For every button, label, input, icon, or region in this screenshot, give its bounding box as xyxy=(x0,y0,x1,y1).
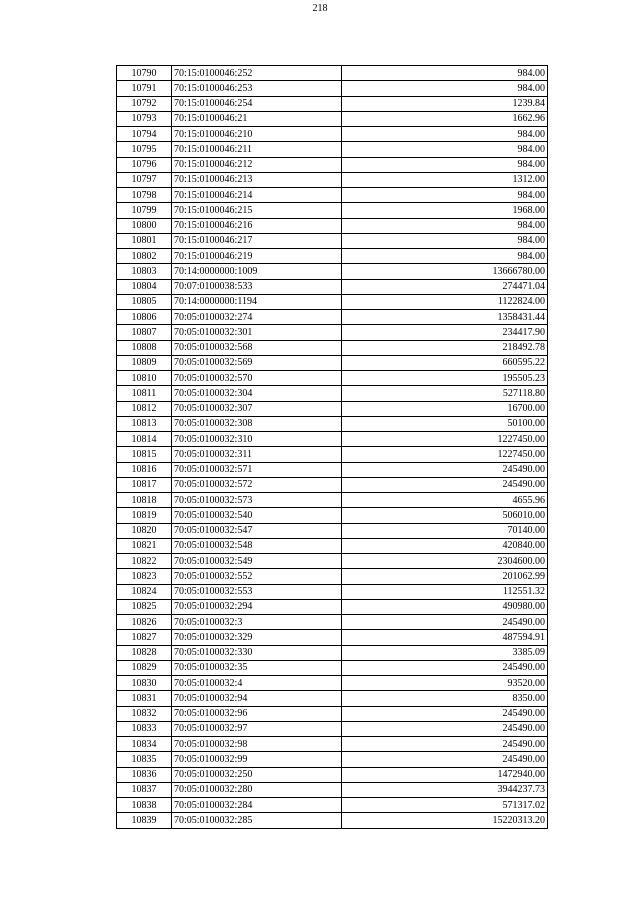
value-cell: 245490.00 xyxy=(342,477,548,492)
value-cell: 1312.00 xyxy=(342,172,548,187)
row-number: 10791 xyxy=(117,81,172,96)
table-row xyxy=(117,737,548,752)
table-row xyxy=(117,310,548,325)
value-cell: 984.00 xyxy=(342,66,548,81)
table-row xyxy=(117,782,548,797)
row-number: 10814 xyxy=(117,432,172,447)
value-cell: 245490.00 xyxy=(342,706,548,721)
value-cell: 4655.96 xyxy=(342,493,548,508)
registry-table xyxy=(116,65,548,829)
cadastral-number: 70:05:0100032:568 xyxy=(172,340,342,355)
row-number: 10815 xyxy=(117,447,172,462)
table-row xyxy=(117,721,548,736)
table-row xyxy=(117,630,548,645)
cadastral-number: 70:05:0100032:96 xyxy=(172,706,342,721)
cadastral-number: 70:05:0100032:307 xyxy=(172,401,342,416)
cadastral-number: 70:05:0100032:4 xyxy=(172,676,342,691)
row-number: 10790 xyxy=(117,66,172,81)
row-number: 10794 xyxy=(117,127,172,142)
row-number: 10806 xyxy=(117,310,172,325)
value-cell: 1472940.00 xyxy=(342,767,548,782)
row-number: 10836 xyxy=(117,767,172,782)
row-number: 10821 xyxy=(117,538,172,553)
table-row xyxy=(117,477,548,492)
cadastral-number: 70:15:0100046:214 xyxy=(172,188,342,203)
table-row xyxy=(117,432,548,447)
table-row xyxy=(117,401,548,416)
row-number: 10809 xyxy=(117,355,172,370)
table-row xyxy=(117,371,548,386)
table-row xyxy=(117,813,548,828)
value-cell: 245490.00 xyxy=(342,721,548,736)
row-number: 10805 xyxy=(117,294,172,309)
table-row xyxy=(117,645,548,660)
value-cell: 3385.09 xyxy=(342,645,548,660)
cadastral-number: 70:05:0100032:552 xyxy=(172,569,342,584)
table-row xyxy=(117,340,548,355)
cadastral-number: 70:15:0100046:254 xyxy=(172,96,342,111)
table-row xyxy=(117,279,548,294)
cadastral-number: 70:05:0100032:540 xyxy=(172,508,342,523)
cadastral-number: 70:05:0100032:547 xyxy=(172,523,342,538)
row-number: 10832 xyxy=(117,706,172,721)
cadastral-number: 70:05:0100032:284 xyxy=(172,798,342,813)
cadastral-number: 70:05:0100032:97 xyxy=(172,721,342,736)
table-row xyxy=(117,554,548,569)
table-row xyxy=(117,233,548,248)
cadastral-number: 70:14:0000000:1194 xyxy=(172,294,342,309)
table-row xyxy=(117,767,548,782)
row-number: 10804 xyxy=(117,279,172,294)
table-row xyxy=(117,691,548,706)
value-cell: 1358431.44 xyxy=(342,310,548,325)
table-row xyxy=(117,798,548,813)
value-cell: 1968.00 xyxy=(342,203,548,218)
row-number: 10816 xyxy=(117,462,172,477)
cadastral-number: 70:05:0100032:570 xyxy=(172,371,342,386)
cadastral-number: 70:15:0100046:21 xyxy=(172,111,342,126)
cadastral-number: 70:05:0100032:94 xyxy=(172,691,342,706)
cadastral-number: 70:05:0100032:294 xyxy=(172,599,342,614)
row-number: 10839 xyxy=(117,813,172,828)
table-row xyxy=(117,249,548,264)
value-cell: 1122824.00 xyxy=(342,294,548,309)
value-cell: 490980.00 xyxy=(342,599,548,614)
value-cell: 1662.96 xyxy=(342,111,548,126)
value-cell: 506010.00 xyxy=(342,508,548,523)
row-number: 10817 xyxy=(117,477,172,492)
value-cell: 984.00 xyxy=(342,142,548,157)
value-cell: 3944237.73 xyxy=(342,782,548,797)
table-row xyxy=(117,569,548,584)
table-row xyxy=(117,538,548,553)
table-row xyxy=(117,676,548,691)
row-number: 10827 xyxy=(117,630,172,645)
value-cell: 15220313.20 xyxy=(342,813,548,828)
row-number: 10799 xyxy=(117,203,172,218)
row-number: 10830 xyxy=(117,676,172,691)
value-cell: 1227450.00 xyxy=(342,447,548,462)
table-row xyxy=(117,188,548,203)
row-number: 10820 xyxy=(117,523,172,538)
table-row xyxy=(117,325,548,340)
table-row xyxy=(117,523,548,538)
table-row xyxy=(117,752,548,767)
value-cell: 195505.23 xyxy=(342,371,548,386)
row-number: 10825 xyxy=(117,599,172,614)
cadastral-number: 70:05:0100032:573 xyxy=(172,493,342,508)
row-number: 10831 xyxy=(117,691,172,706)
row-number: 10807 xyxy=(117,325,172,340)
cadastral-number: 70:05:0100032:274 xyxy=(172,310,342,325)
value-cell: 201062.99 xyxy=(342,569,548,584)
row-number: 10811 xyxy=(117,386,172,401)
row-number: 10797 xyxy=(117,172,172,187)
table-row xyxy=(117,294,548,309)
table-row xyxy=(117,599,548,614)
value-cell: 487594.91 xyxy=(342,630,548,645)
registry-table-body xyxy=(117,66,548,829)
value-cell: 984.00 xyxy=(342,127,548,142)
cadastral-number: 70:15:0100046:212 xyxy=(172,157,342,172)
cadastral-number: 70:05:0100032:35 xyxy=(172,660,342,675)
table-row xyxy=(117,660,548,675)
value-cell: 245490.00 xyxy=(342,660,548,675)
cadastral-number: 70:05:0100032:250 xyxy=(172,767,342,782)
row-number: 10828 xyxy=(117,645,172,660)
row-number: 10833 xyxy=(117,721,172,736)
table-row xyxy=(117,386,548,401)
cadastral-number: 70:05:0100032:569 xyxy=(172,355,342,370)
table-row xyxy=(117,66,548,81)
cadastral-number: 70:05:0100032:549 xyxy=(172,554,342,569)
row-number: 10798 xyxy=(117,188,172,203)
value-cell: 16700.00 xyxy=(342,401,548,416)
row-number: 10801 xyxy=(117,233,172,248)
table-row xyxy=(117,508,548,523)
cadastral-number: 70:15:0100046:216 xyxy=(172,218,342,233)
row-number: 10822 xyxy=(117,554,172,569)
row-number: 10837 xyxy=(117,782,172,797)
value-cell: 245490.00 xyxy=(342,737,548,752)
value-cell: 571317.02 xyxy=(342,798,548,813)
cadastral-number: 70:07:0100038:533 xyxy=(172,279,342,294)
row-number: 10793 xyxy=(117,111,172,126)
row-number: 10813 xyxy=(117,416,172,431)
cadastral-number: 70:14:0000000:1009 xyxy=(172,264,342,279)
value-cell: 984.00 xyxy=(342,249,548,264)
table-row xyxy=(117,142,548,157)
cadastral-number: 70:05:0100032:304 xyxy=(172,386,342,401)
cadastral-number: 70:15:0100046:213 xyxy=(172,172,342,187)
cadastral-number: 70:05:0100032:548 xyxy=(172,538,342,553)
value-cell: 527118.80 xyxy=(342,386,548,401)
value-cell: 660595.22 xyxy=(342,355,548,370)
value-cell: 984.00 xyxy=(342,233,548,248)
row-number: 10792 xyxy=(117,96,172,111)
cadastral-number: 70:15:0100046:215 xyxy=(172,203,342,218)
table-row xyxy=(117,355,548,370)
row-number: 10823 xyxy=(117,569,172,584)
cadastral-number: 70:05:0100032:98 xyxy=(172,737,342,752)
page-number: 218 xyxy=(312,3,328,14)
cadastral-number: 70:15:0100046:253 xyxy=(172,81,342,96)
row-number: 10810 xyxy=(117,371,172,386)
cadastral-number: 70:05:0100032:571 xyxy=(172,462,342,477)
cadastral-number: 70:05:0100032:3 xyxy=(172,615,342,630)
row-number: 10829 xyxy=(117,660,172,675)
value-cell: 93520.00 xyxy=(342,676,548,691)
value-cell: 984.00 xyxy=(342,188,548,203)
value-cell: 245490.00 xyxy=(342,462,548,477)
row-number: 10824 xyxy=(117,584,172,599)
value-cell: 984.00 xyxy=(342,218,548,233)
cadastral-number: 70:05:0100032:99 xyxy=(172,752,342,767)
row-number: 10812 xyxy=(117,401,172,416)
table-row xyxy=(117,203,548,218)
row-number: 10818 xyxy=(117,493,172,508)
value-cell: 112551.32 xyxy=(342,584,548,599)
cadastral-number: 70:15:0100046:211 xyxy=(172,142,342,157)
cadastral-number: 70:05:0100032:301 xyxy=(172,325,342,340)
row-number: 10803 xyxy=(117,264,172,279)
table-row xyxy=(117,416,548,431)
table-row xyxy=(117,172,548,187)
cadastral-number: 70:05:0100032:280 xyxy=(172,782,342,797)
value-cell: 984.00 xyxy=(342,81,548,96)
cadastral-number: 70:05:0100032:308 xyxy=(172,416,342,431)
value-cell: 218492.78 xyxy=(342,340,548,355)
table-row xyxy=(117,127,548,142)
table-row xyxy=(117,111,548,126)
row-number: 10835 xyxy=(117,752,172,767)
cadastral-number: 70:15:0100046:217 xyxy=(172,233,342,248)
table-row xyxy=(117,157,548,172)
table-row xyxy=(117,584,548,599)
cadastral-number: 70:15:0100046:219 xyxy=(172,249,342,264)
cadastral-number: 70:05:0100032:311 xyxy=(172,447,342,462)
cadastral-number: 70:05:0100032:329 xyxy=(172,630,342,645)
cadastral-number: 70:05:0100032:285 xyxy=(172,813,342,828)
cadastral-number: 70:15:0100046:210 xyxy=(172,127,342,142)
row-number: 10808 xyxy=(117,340,172,355)
row-number: 10838 xyxy=(117,798,172,813)
cadastral-number: 70:05:0100032:330 xyxy=(172,645,342,660)
row-number: 10802 xyxy=(117,249,172,264)
table-row xyxy=(117,462,548,477)
table-row xyxy=(117,447,548,462)
table-row xyxy=(117,218,548,233)
cadastral-number: 70:05:0100032:310 xyxy=(172,432,342,447)
value-cell: 245490.00 xyxy=(342,752,548,767)
value-cell: 2304600.00 xyxy=(342,554,548,569)
row-number: 10795 xyxy=(117,142,172,157)
cadastral-number: 70:15:0100046:252 xyxy=(172,66,342,81)
value-cell: 245490.00 xyxy=(342,615,548,630)
table-row xyxy=(117,96,548,111)
value-cell: 13666780.00 xyxy=(342,264,548,279)
value-cell: 8350.00 xyxy=(342,691,548,706)
table-row xyxy=(117,615,548,630)
value-cell: 234417.90 xyxy=(342,325,548,340)
value-cell: 50100.00 xyxy=(342,416,548,431)
table-row xyxy=(117,493,548,508)
value-cell: 274471.04 xyxy=(342,279,548,294)
value-cell: 1227450.00 xyxy=(342,432,548,447)
value-cell: 1239.84 xyxy=(342,96,548,111)
table-row xyxy=(117,81,548,96)
cadastral-number: 70:05:0100032:572 xyxy=(172,477,342,492)
row-number: 10800 xyxy=(117,218,172,233)
row-number: 10796 xyxy=(117,157,172,172)
row-number: 10834 xyxy=(117,737,172,752)
row-number: 10819 xyxy=(117,508,172,523)
table-row xyxy=(117,706,548,721)
value-cell: 420840.00 xyxy=(342,538,548,553)
cadastral-number: 70:05:0100032:553 xyxy=(172,584,342,599)
value-cell: 984.00 xyxy=(342,157,548,172)
row-number: 10826 xyxy=(117,615,172,630)
value-cell: 70140.00 xyxy=(342,523,548,538)
table-row xyxy=(117,264,548,279)
